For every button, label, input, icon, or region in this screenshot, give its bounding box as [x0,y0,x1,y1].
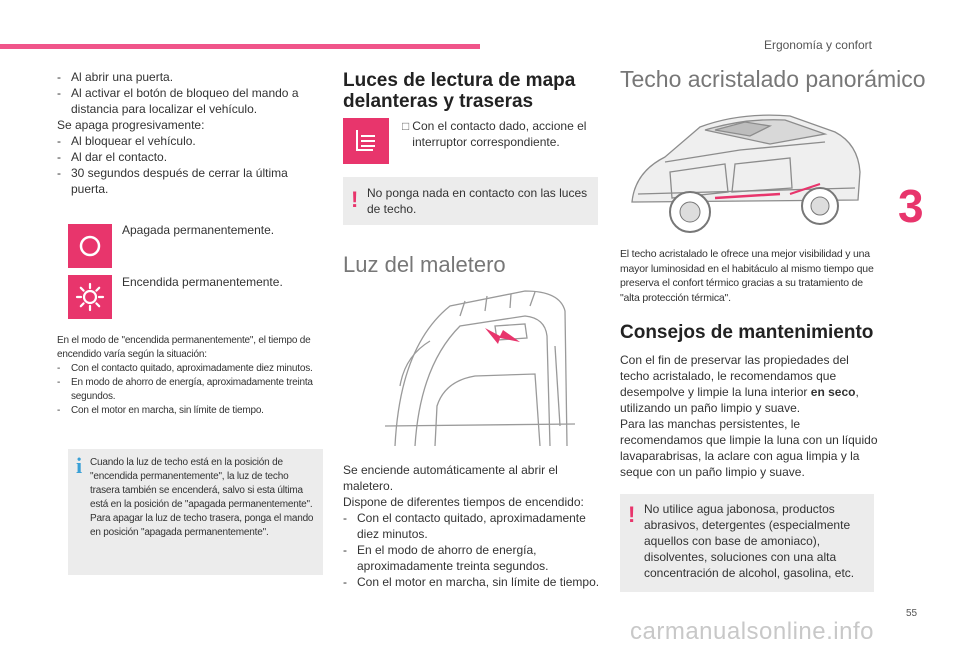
roof-description: El techo acristalado le ofrece una mejor visibilidad y una mayor luminosidad en el habitáculo al mismo tiempo que preserva el confort térmico gracias a su tratamiento de "alta protección térmica". [620,248,874,304]
list-item: - Al dar el contacto. [57,149,322,165]
list-item: - En el modo de ahorro de energía, aproximadamente treinta segundos. [343,542,601,574]
list-item: - En modo de ahorro de energía, aproximadamente treinta segundos. [57,376,327,404]
list-item: - Al bloquear el vehículo. [57,133,322,149]
warning-text: No ponga nada en contacto con las luces de techo. [367,186,588,216]
note-block [57,334,327,418]
list-item: - Con el motor en marcha, sin límite de tiempo. [343,574,601,590]
light-off-icon [68,224,112,268]
col1-start-list [57,69,322,197]
warning-icon: ! [351,187,359,212]
reading-lights-title [343,70,593,112]
panoramic-roof-title: Techo acristalado panorámico [620,66,926,92]
header-accent-bar [0,44,480,49]
maintenance-p1: Con el fin de preservar las propiedades del techo acristalado, le recomendamos que desempolve y limpie la luna interior en seco, utilizando un paño limpio y suave. [620,353,859,415]
boot-light-title: Luz del maletero [343,252,506,277]
title-line: delanteras y traseras [343,91,534,112]
reading-light-switch-icon [343,118,389,164]
section-title: Ergonomía y confort [763,38,872,52]
boot-intro: Se enciende automáticamente al abrir el maletero. [343,463,558,493]
off-intro: Se apaga progresivamente: [57,118,205,132]
info-icon: i [76,453,83,478]
chapter-number: 3 [898,180,924,232]
watermark: carmanualsonline.info [630,618,874,645]
switch-instruction [402,118,598,150]
info-box [68,449,323,575]
maintenance-title: Consejos de mantenimiento [620,322,874,343]
list-item: - Con el contacto quitado, aproximadamente diez minutos. [57,362,327,376]
info-text: Cuando la luz de techo está en la posición de "encendida permanentemente", la luz de techo trasera también se encenderá, salvo si esta última está en la posición de "apagada permanentemente". [90,457,313,510]
switch-text: Con el contacto dado, accione el interruptor correspondiente. [412,119,587,149]
maintenance-warning-text: No utilice agua jabonosa, productos abrasivos, detergentes (especialmente aquellos con base de amoniaco), disolventes, soluciones con una alta concentración de alcohol, gasolina, etc. [644,502,855,580]
boot-text [343,462,601,590]
info-text-2: Para apagar la luz de techo trasera, ponga el mando en posición "apagada permanentemente". [90,513,314,538]
boot-times: Dispone de diferentes tiempos de encendido: [343,495,584,509]
maintenance-warning-box [620,494,874,592]
boot-light-illustration [375,286,575,451]
light-on-label: Encendida permanentemente. [122,275,283,289]
list-item: - 30 segundos después de cerrar la última puerta. [57,165,322,197]
warning-icon: ! [628,502,636,527]
maintenance-text [620,352,878,480]
maintenance-p2: Para las manchas persistentes, le recomendamos que limpie la luna con un líquido lavaparabrisas, la aclare con agua limpia y la seque con un paño limpio y suave. [620,417,878,479]
title-line: Luces de lectura de mapa [343,70,576,91]
list-item: - Con el motor en marcha, sin límite de tiempo. [57,404,327,418]
warning-box [343,177,598,225]
note-intro: En el modo de "encendida permanentemente", el tiempo de encendido varía según la situación: [57,335,311,360]
list-item: - Al activar el botón de bloqueo del mando a distancia para localizar el vehículo. [57,85,322,117]
page-number: 55 [906,608,918,619]
list-item: - Con el contacto quitado, aproximadamente diez minutos. [343,510,601,542]
car-roof-illustration [620,102,870,242]
light-on-icon [68,275,112,319]
list-item: - Al abrir una puerta. [57,69,322,85]
square-bullet-icon: □ [402,119,410,133]
light-off-label: Apagada permanentemente. [122,223,275,237]
